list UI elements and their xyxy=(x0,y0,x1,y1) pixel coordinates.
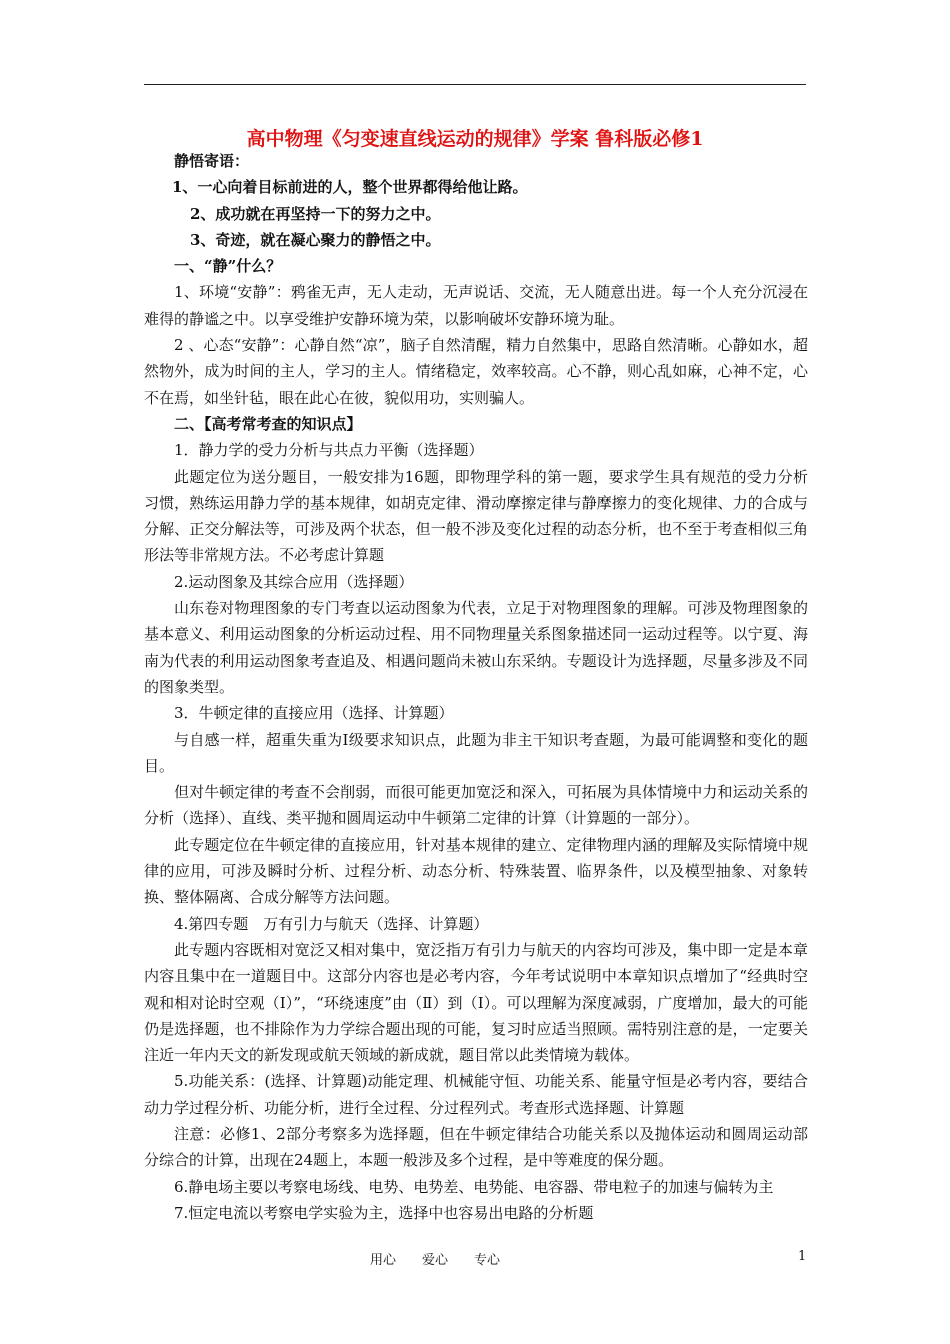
motto-item: 3、奇迹，就在凝心聚力的静悟之中。 xyxy=(190,230,441,249)
topic-heading: 2.运动图象及其综合应用（选择题） xyxy=(174,572,414,591)
topic-heading: 4.第四专题 万有引力与航天（选择、计算题） xyxy=(174,914,489,933)
section2-heading: 二、【高考常考查的知识点】 xyxy=(174,414,362,433)
header-rule xyxy=(144,84,806,85)
topic-paragraph: 山东卷对物理图象的专门考查以运动图象为代表，立足于对物理图象的理解。可涉及物理图象的基本意义、利用运动图象的分析运动过程、用不同物理量关系图象描述同一运动过程等。以宁夏、海南为代表的利用运动图象考查追及、相遇问题尚未被山东采纳。专题设计为选择题，尽量多涉及不同的图象类型。 xyxy=(144,599,808,696)
motto-item: 2、成功就在再坚持一下的努力之中。 xyxy=(190,204,441,223)
topic-paragraph: 但对牛顿定律的考查不会削弱，而很可能更加宽泛和深入，可拓展为具体情境中力和运动关系的分析（选择）、直线、类平抛和圆周运动中牛顿第二定律的计算（计算题的一部分）。 xyxy=(144,783,808,828)
document-body xyxy=(144,148,808,1226)
topic-heading: 3．牛顿定律的直接应用（选择、计算题） xyxy=(174,704,454,723)
section1-heading: 一、“静”什么？ xyxy=(174,257,282,276)
topic-paragraph: 注意：必修1、2部分考察多为选择题，但在牛顿定律结合功能关系以及抛体运动和圆周运动部分综合的计算，出现在24题上，本题一般涉及多个过程，是中等难度的保分题。 xyxy=(144,1124,808,1170)
topic-paragraph: 5.功能关系：(选择、计算题)动能定理、机械能守恒、功能关系、能量守恒是必考内容，要结合动力学过程分析、功能分析，进行全过程、分过程列式。考查形式选择题、计算题 xyxy=(144,1072,808,1117)
topic-paragraph: 与自感一样，超重失重为Ⅰ级要求知识点，此题为非主干知识考查题，为最可能调整和变化的题目。 xyxy=(144,730,808,775)
footer-motto: 用心 爱心 专心 xyxy=(370,1253,501,1268)
topic-paragraph: 此专题内容既相对宽泛又相对集中，宽泛指万有引力与航天的内容均可涉及，集中即一定是本章内容且集中在一道题目中。这部分内容也是必考内容，今年考试说明中本章知识点增加了“经典时空观和相对论时空观（Ⅰ）”，“环绕速度”由（Ⅱ）到（Ⅰ）。可以理解为深度减弱，广度增加，最大的可能仍是选择题，也不排除作为力学综合题出现的可能，复习时应适当照顾。需特别注意的是，一定要关注近一年内天文的新发现或航天领域的新成就，题目常以此类情境为载体。 xyxy=(144,940,808,1065)
section1-paragraph: 1、环境“安静”：鸦雀无声，无人走动，无声说话、交流，无人随意出进。每一个人充分沉浸在难得的静谧之中。以享受维护安静环境为荣，以影响破坏安静环境为耻。 xyxy=(144,283,808,328)
topic-paragraph: 此题定位为送分题目，一般安排为16题，即物理学科的第一题，要求学生具有规范的受力分析习惯，熟练运用静力学的基本规律，如胡克定律、滑动摩擦定律与静摩擦力的变化规律、力的合成与分解、正交分解法等，可涉及两个状态，但一般不涉及变化过程的动态分析，也不至于考查相似三角形法等非常规方法。不必考虑计算题 xyxy=(144,467,808,565)
page-number: 1 xyxy=(798,1249,807,1264)
section1-paragraph: 2 、心态“安静”：心静自然“凉”，脑子自然清醒，精力自然集中，思路自然清晰。心静如水，超然物外，成为时间的主人，学习的主人。情绪稳定，效率较高。心不静，则心乱如麻，心神不定，心不在焉，如坐针毡，眼在此心在彼，貌似用功，实则骗人。 xyxy=(144,336,808,407)
document-title: 高中物理《匀变速直线运动的规律》学案 鲁科版必修1 xyxy=(246,128,704,150)
topic-paragraph: 6.静电场主要以考察电场线、电势、电势差、电势能、电容器、带电粒子的加速与偏转为主 xyxy=(174,1177,774,1196)
topic-heading: 1．静力学的受力分析与共点力平衡（选择题） xyxy=(174,441,484,460)
motto-item: 1、一心向着目标前进的人，整个世界都得给他让路。 xyxy=(172,178,528,197)
motto-heading: 静悟寄语： xyxy=(174,152,250,170)
topic-paragraph: 7.恒定电流以考察电学实验为主，选择中也容易出电路的分析题 xyxy=(174,1203,594,1222)
topic-paragraph: 此专题定位在牛顿定律的直接应用，针对基本规律的建立、定律物理内涵的理解及实际情境中规律的应用，可涉及瞬时分析、过程分析、动态分析、特殊装置、临界条件，以及模型抽象、对象转换、整体隔离、合成分解等方法问题。 xyxy=(144,835,808,907)
